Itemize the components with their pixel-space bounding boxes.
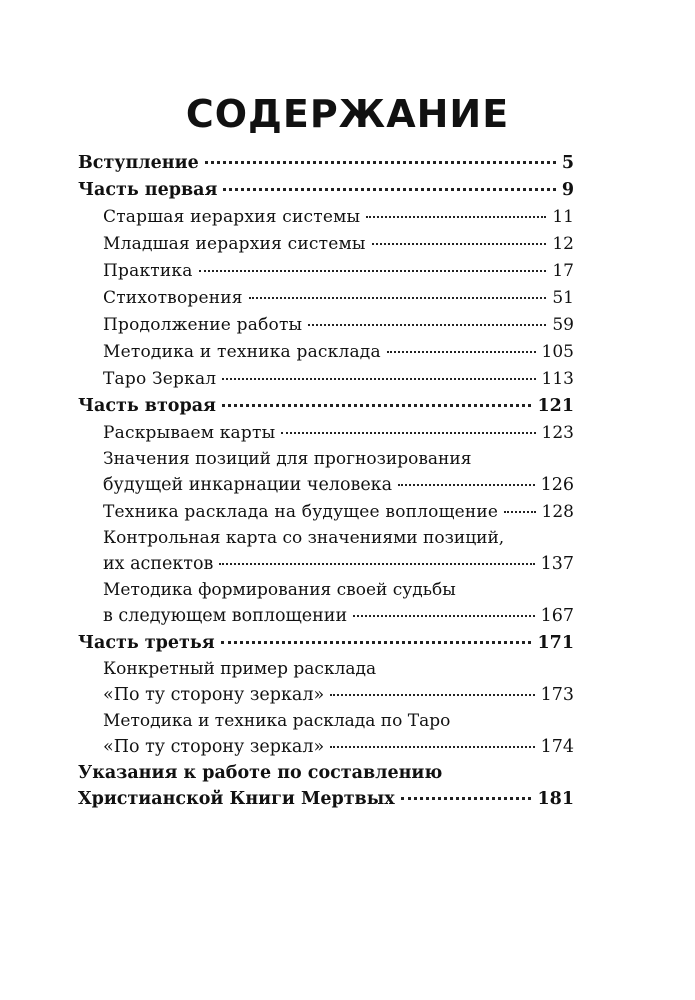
table-of-contents [78,150,574,813]
toc-page-number: 171 [537,633,574,653]
toc-entry-introduction[interactable] [78,150,574,177]
toc-entry-label-line1: Контрольная карта со значениями позиций, [103,528,505,548]
dot-leader [387,351,536,353]
page-title: СОДЕРЖАНИЕ [185,92,510,136]
toc-entry-practice[interactable] [78,258,574,285]
dot-leader [223,188,555,191]
toc-entry-label: Стихотворения [103,288,243,308]
dot-leader [330,694,534,696]
toc-entry-label: будущей инкарнации человека [103,475,393,495]
toc-page-number: 128 [541,502,574,522]
toc-page-number: 5 [561,153,574,173]
toc-page-number: 11 [552,207,574,227]
toc-entry-label: Часть первая [78,180,218,200]
toc-entry-label-line1: Методика и техника расклада по Таро [103,711,451,731]
dot-leader [366,216,546,218]
toc-entry-label: Таро Зеркал [103,369,217,389]
toc-entry-book-of-dead[interactable] [78,761,574,813]
toc-entry-reveal-cards[interactable] [78,420,574,447]
toc-page-number: 9 [561,180,574,200]
dot-leader [504,511,535,513]
dot-leader [281,432,535,434]
toc-entry-label: Продолжение работы [103,315,303,335]
toc-entry-part-three[interactable] [78,630,574,657]
toc-entry-position-meanings[interactable] [78,447,574,499]
toc-page-number: 59 [552,315,574,335]
toc-entry-label-line1: Методика формирования своей судьбы [103,580,456,600]
toc-entry-junior-hierarchy[interactable] [78,231,574,258]
dot-leader [372,243,547,245]
toc-entry-future-incarnation-technique[interactable] [78,499,574,526]
toc-entry-label: Старшая иерархия системы [103,207,361,227]
toc-entry-label: Вступление [78,153,199,173]
toc-page-number: 17 [552,261,574,281]
toc-page-number: 105 [541,342,574,362]
toc-entry-spread-method[interactable] [78,339,574,366]
dot-leader [308,324,546,326]
toc-page-number: 126 [540,475,574,495]
dot-leader [199,270,547,272]
toc-entry-label-line1: Конкретный пример расклада [103,659,377,679]
toc-entry-tarot-spread-method[interactable] [78,709,574,761]
toc-page-number: 137 [540,554,574,574]
dot-leader [401,797,532,800]
toc-page-number: 174 [540,737,574,757]
toc-page-number: 181 [537,789,574,809]
toc-page-number: 167 [540,606,574,626]
toc-page-number: 51 [552,288,574,308]
toc-entry-label: Младшая иерархия системы [103,234,366,254]
toc-entry-label: «По ту сторону зеркал» [103,737,325,757]
toc-entry-control-card[interactable] [78,526,574,578]
toc-entry-label: Часть третья [78,633,215,653]
dot-leader [398,484,535,486]
toc-entry-label: «По ту сторону зеркал» [103,685,325,705]
toc-entry-label-line1: Указания к работе по составлению [78,763,443,783]
toc-entry-label: их аспектов [103,554,214,574]
toc-entry-senior-hierarchy[interactable] [78,204,574,231]
toc-page-number: 173 [540,685,574,705]
dot-leader [219,563,534,565]
toc-entry-label: Христианской Книги Мертвых [78,789,395,809]
toc-page-number: 12 [552,234,574,254]
toc-entry-label-line1: Значения позиций для прогнозирования [103,449,472,469]
toc-entry-label: Часть вторая [78,396,216,416]
toc-entry-continuation[interactable] [78,312,574,339]
toc-entry-label: Техника расклада на будущее воплощение [103,502,499,522]
dot-leader [205,161,556,164]
toc-entry-poems[interactable] [78,285,574,312]
dot-leader [221,641,532,644]
toc-entry-part-two[interactable] [78,393,574,420]
toc-entry-label: Раскрываем карты [103,423,276,443]
toc-page-number: 123 [541,423,574,443]
dot-leader [330,746,534,748]
dot-leader [353,615,534,617]
dot-leader [249,297,547,299]
toc-page-number: 121 [537,396,574,416]
toc-entry-concrete-example[interactable] [78,657,574,709]
toc-entry-part-one[interactable] [78,177,574,204]
toc-entry-mirror-tarot[interactable] [78,366,574,393]
toc-entry-label: Практика [103,261,193,281]
dot-leader [222,404,532,407]
toc-page-number: 113 [541,369,574,389]
toc-entry-label: Методика и техника расклада [103,342,381,362]
toc-entry-label: в следующем воплощении [103,606,348,626]
dot-leader [222,378,535,380]
toc-entry-fate-method[interactable] [78,578,574,630]
